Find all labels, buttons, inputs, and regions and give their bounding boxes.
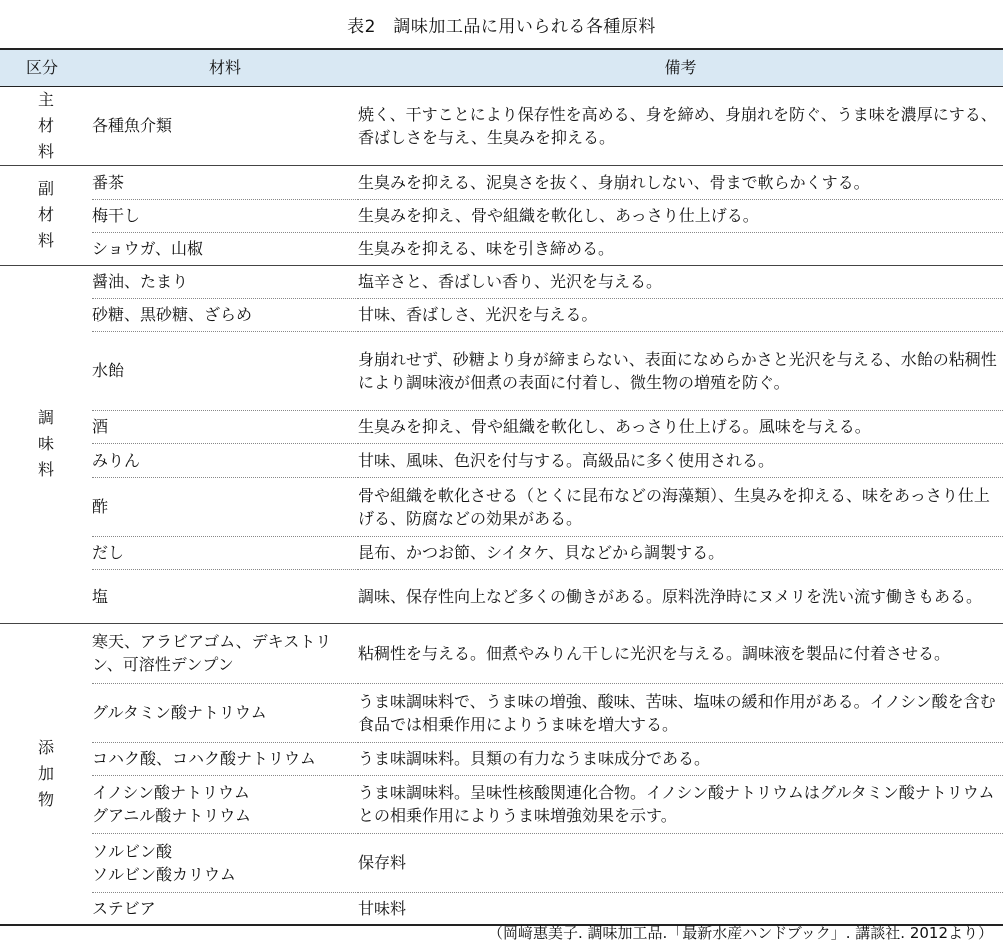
material-cell [92, 477, 358, 536]
material-cell [92, 199, 358, 232]
source-citation: （岡﨑惠美子. 調味加工品.「最新水産ハンドブック」. 講談社. 2012より） [487, 924, 993, 942]
note-cell: 身崩れせず、砂糖より身が締まらない、表面になめらかさと光沢を与える、水飴の粘稠性により調味液が佃煮の表面に付着し、微生物の増殖を防ぐ。 [358, 349, 997, 392]
material-cell [92, 298, 358, 331]
material-cell [92, 892, 358, 925]
category-label: 調味料 [37, 408, 54, 479]
table-row [0, 833, 1003, 892]
material-name: ステビア [92, 898, 156, 918]
category-cell [0, 623, 92, 925]
note-cell: 骨や組織を軟化させる（とくに昆布などの海藻類）、生臭みを抑える、味をあっさり仕上げる、防腐などの効果がある。 [358, 485, 990, 528]
category-label: 副材料 [37, 179, 54, 250]
note-cell: 生臭みを抑え、骨や組織を軟化し、あっさり仕上げる。 [358, 206, 759, 225]
note-cell: 甘味料 [358, 898, 407, 918]
table-row [0, 410, 1003, 443]
material-cell [92, 623, 358, 683]
note-cell: 生臭みを抑え、骨や組織を軟化し、あっさり仕上げる。風味を与える。 [358, 417, 871, 436]
table-row [0, 892, 1003, 925]
material-cell [92, 410, 358, 443]
material-name: コハク酸、コハク酸ナトリウム [92, 749, 316, 768]
material-name-2: グアニル酸ナトリウム [92, 806, 252, 825]
material-name: グルタミン酸ナトリウム [92, 703, 267, 722]
material-name-2: ソルビン酸カリウム [92, 864, 236, 884]
table-row [0, 199, 1003, 232]
note-cell: 昆布、かつお節、シイタケ、貝などから調製する。 [358, 543, 725, 562]
note-cell: うま味調味料。貝類の有力なうま味成分である。 [358, 749, 711, 768]
note-cell: 生臭みを抑える、泥臭さを抜く、身崩れしない、骨まで軟らかくする。 [358, 172, 870, 192]
table-row [0, 775, 1003, 833]
note-cell: 焼く、干すことにより保存性を高める、身を締め、身崩れを防ぐ、うま味を濃厚にする、香ばしさを与え、生臭みを抑える。 [358, 104, 997, 147]
material-cell [92, 683, 358, 742]
material-cell [92, 86, 358, 165]
material-cell [92, 165, 358, 199]
material-name: 水飴 [92, 361, 125, 380]
material-name: 酢 [92, 497, 109, 516]
material-name: ソルビン酸 [92, 841, 173, 861]
table-row [0, 165, 1003, 199]
table-row [0, 569, 1003, 623]
table-row [0, 742, 1003, 775]
header-note: 備考 [664, 58, 697, 78]
material-name: 酒 [92, 417, 109, 436]
material-cell [92, 232, 358, 265]
material-name: 砂糖、黒砂糖、ざらめ [92, 305, 253, 324]
material-cell [92, 569, 358, 623]
table-row [0, 86, 1003, 165]
category-cell [0, 165, 92, 265]
material-name: 各種魚介類 [92, 116, 173, 135]
note-cell: 調味、保存性向上など多くの働きがある。原料洗浄時にヌメリを洗い流す働きもある。 [358, 586, 983, 606]
category-cell [0, 265, 92, 623]
table-row [0, 265, 1003, 298]
material-name: みりん [92, 450, 141, 470]
table-row [0, 443, 1003, 477]
note-cell: 粘稠性を与える。佃煮やみりん干しに光沢を与える。調味液を製品に付着させる。 [358, 643, 951, 663]
material-cell [92, 742, 358, 775]
note-cell: 生臭みを抑える、味を引き締める。 [358, 239, 615, 258]
category-cell [0, 86, 92, 165]
table-row [0, 298, 1003, 331]
material-name: 塩 [92, 586, 109, 606]
raw-materials-table [0, 48, 1003, 926]
material-cell [92, 331, 358, 410]
note-cell: 甘味、風味、色沢を付与する。高級品に多く使用される。 [358, 450, 775, 470]
note-cell: うま味調味料で、うま味の増強、酸味、苦味、塩味の緩和作用がある。イノシン酸を含む食品では相乗作用によりうま味を増大する。 [358, 691, 996, 734]
table-row [0, 536, 1003, 569]
material-name: イノシン酸ナトリウム [92, 783, 250, 802]
table-row [0, 623, 1003, 683]
table-row [0, 232, 1003, 265]
material-name: だし [92, 543, 125, 562]
note-cell: 保存料 [358, 853, 407, 872]
material-name: ショウガ、山椒 [92, 239, 204, 258]
category-label: 添加物 [37, 737, 54, 809]
header-material: 材料 [208, 58, 241, 78]
material-cell [92, 265, 358, 298]
material-cell [92, 443, 358, 477]
table-header-row [0, 49, 1003, 86]
material-cell [92, 775, 358, 833]
header-category: 区分 [26, 58, 59, 78]
table-row [0, 477, 1003, 536]
material-cell [92, 536, 358, 569]
table-row [0, 331, 1003, 410]
material-name: 梅干し [92, 206, 141, 225]
material-name: 醤油、たまり [92, 272, 189, 291]
material-name: 寒天、アラビアゴム、デキストリン、可溶性デンプン [92, 632, 332, 674]
note-cell: 塩辛さと、香ばしい香り、光沢を与える。 [358, 272, 663, 291]
note-cell: うま味調味料。呈味性核酸関連化合物。イノシン酸ナトリウムはグルタミン酸ナトリウムとの相乗作用によりうま味増強効果を示す。 [358, 783, 995, 825]
table-title: 表2 調味加工品に用いられる各種原料 [347, 17, 656, 37]
material-cell [92, 833, 358, 892]
category-label: 主材料 [37, 89, 54, 161]
table-row [0, 683, 1003, 742]
material-name: 番茶 [92, 172, 125, 192]
note-cell: 甘味、香ばしさ、光沢を与える。 [358, 305, 598, 324]
